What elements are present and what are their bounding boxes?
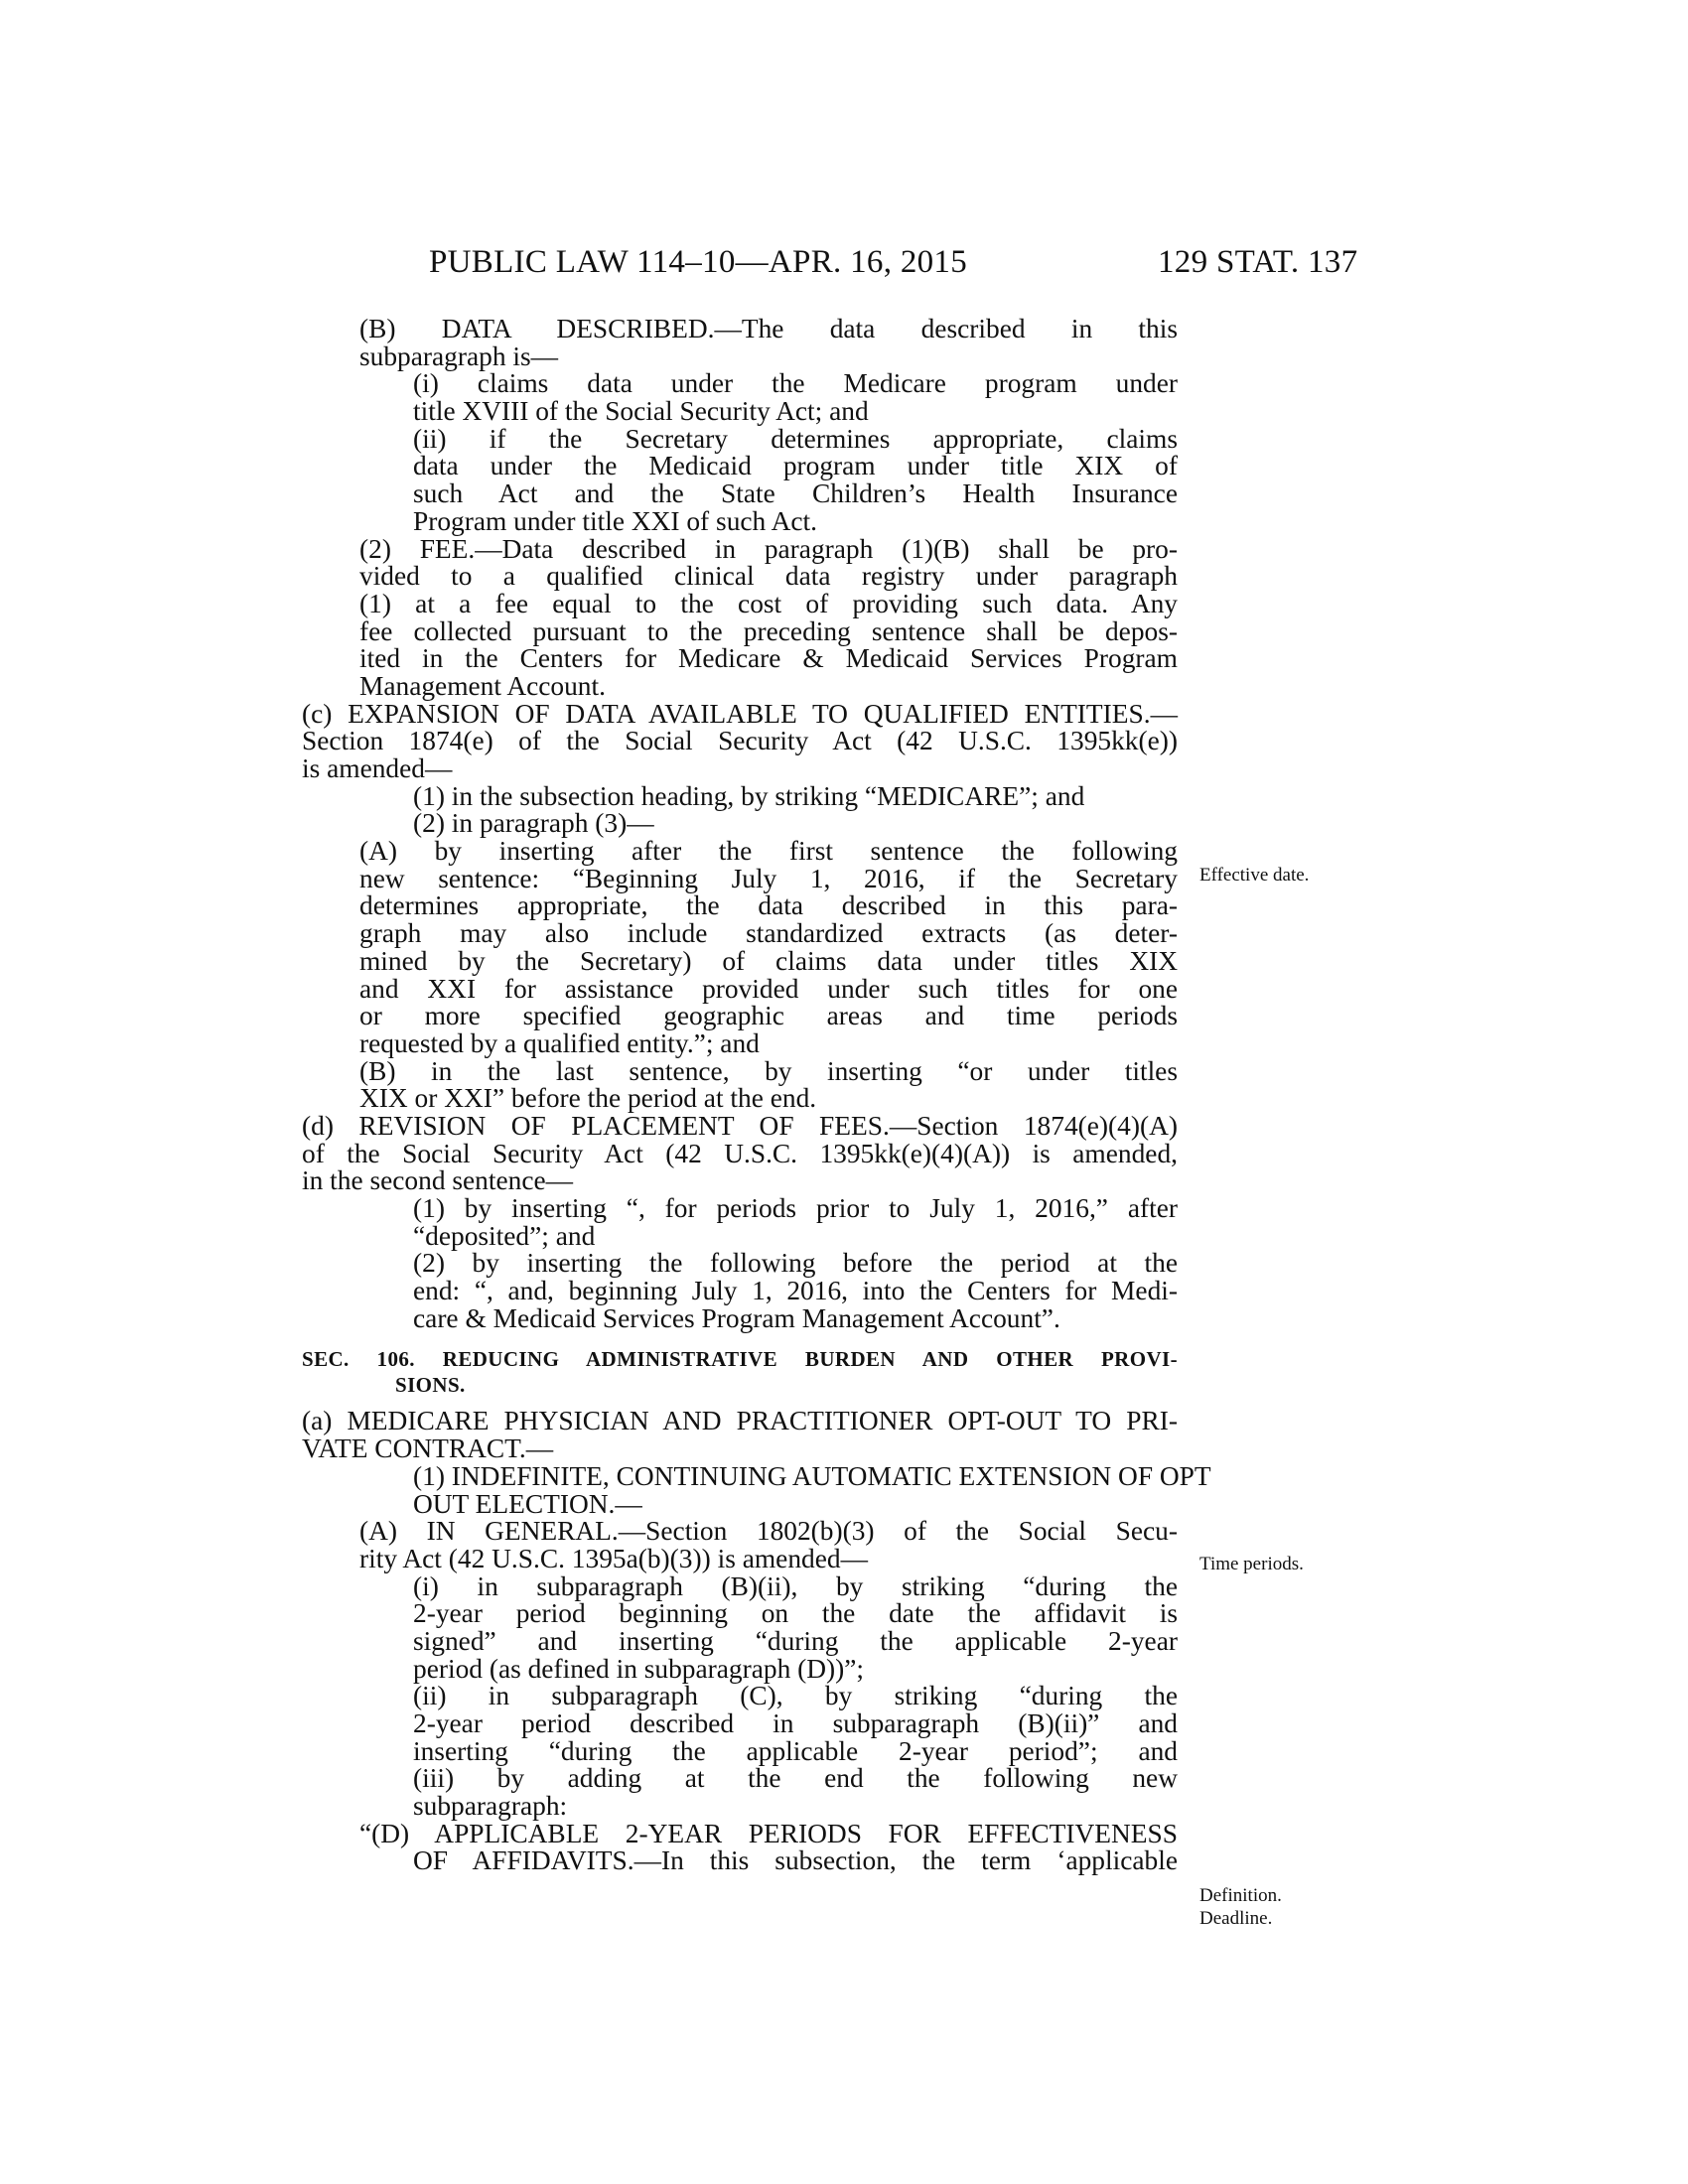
- text-line: OUT ELECTION.—: [413, 1488, 642, 1519]
- text-line: fee collected pursuant to the preceding sentence shall be depos-: [359, 615, 1178, 646]
- text-line: VATE CONTRACT.—: [302, 1433, 554, 1464]
- text-line: (iii) by adding at the end the following new: [413, 1763, 1178, 1794]
- text-line: such Act and the State Children’s Health Insurance: [413, 478, 1178, 509]
- text-line: new sentence: “Beginning July 1, 2016, if the Secretary: [359, 863, 1178, 893]
- text-line: (A) by inserting after the first sentence the following: [359, 836, 1178, 867]
- text-line: (i) claims data under the Medicare program under: [413, 368, 1178, 399]
- text-line: and XXI for assistance provided under such titles for one: [359, 973, 1178, 1004]
- text-line: (ii) in subparagraph (C), by striking “during the: [413, 1681, 1178, 1711]
- section-heading-line-2: SIONS.: [395, 1373, 466, 1398]
- text-line: end: “, and, beginning July 1, 2016, into the Centers for Medi-: [413, 1276, 1178, 1306]
- text-line: (c) EXPANSION OF DATA AVAILABLE TO QUALIFIED ENTITIES.—: [302, 698, 1178, 729]
- text-line: Section 1874(e) of the Social Security Act (42 U.S.C. 1395kk(e)): [302, 726, 1178, 756]
- text-line: ited in the Centers for Medicare & Medicaid Services Program: [359, 643, 1178, 674]
- text-line: (a) MEDICARE PHYSICIAN AND PRACTITIONER OPT-OUT TO PRI-: [302, 1406, 1178, 1436]
- text-line: in the second sentence—: [302, 1165, 574, 1196]
- text-line: requested by a qualified entity.”; and: [359, 1027, 760, 1058]
- text-line: 2-year period beginning on the date the affidavit is: [413, 1598, 1178, 1629]
- text-block-1: [302, 316, 1178, 1332]
- text-line: (A) IN GENERAL.—Section 1802(b)(3) of the Social Secu-: [359, 1516, 1178, 1547]
- text-line: Management Account.: [359, 670, 606, 701]
- text-line: “deposited”; and: [413, 1220, 596, 1251]
- text-line: (ii) if the Secretary determines appropriate, claims: [413, 423, 1178, 454]
- margin-note-time-periods: Time periods.: [1199, 1554, 1304, 1574]
- text-line: (2) in paragraph (3)—: [413, 808, 654, 839]
- text-line: (2) FEE.—Data described in paragraph (1)(B) shall be pro-: [359, 533, 1178, 564]
- statute-text: [302, 314, 1211, 1876]
- text-line: signed” and inserting “during the applicable 2-year: [413, 1625, 1178, 1656]
- text-line: (2) by inserting the following before the period at the: [413, 1248, 1178, 1279]
- text-line: (B) DATA DESCRIBED.—The data described in this: [359, 314, 1178, 343]
- text-line: OF AFFIDAVITS.—In this subsection, the term ‘applicable: [413, 1845, 1178, 1876]
- text-line: graph may also include standardized extracts (as deter-: [359, 918, 1178, 949]
- text-line: subparagraph is—: [359, 341, 559, 371]
- section-heading: [302, 1346, 1178, 1398]
- text-line: “(D) APPLICABLE 2-YEAR PERIODS FOR EFFECTIVENESS: [359, 1818, 1178, 1848]
- text-line: period (as defined in subparagraph (D))”;: [413, 1653, 865, 1684]
- text-line: vided to a qualified clinical data registry under paragraph: [359, 561, 1178, 592]
- text-line: (d) REVISION OF PLACEMENT OF FEES.—Section 1874(e)(4)(A): [302, 1110, 1178, 1141]
- text-line: rity Act (42 U.S.C. 1395a(b)(3)) is amended—: [359, 1543, 868, 1573]
- margin-note-definition: Definition.: [1199, 1885, 1282, 1906]
- page-number: 129 STAT. 137: [1158, 244, 1358, 280]
- text-line: (1) in the subsection heading, by striking “MEDICARE”; and: [413, 780, 1085, 811]
- text-block-2: [302, 1406, 1211, 1876]
- text-line: mined by the Secretary) of claims data under titles XIX: [359, 945, 1178, 976]
- text-line: or more specified geographic areas and time periods: [359, 1001, 1178, 1031]
- margin-note-effective-date: Effective date.: [1199, 865, 1310, 886]
- text-line: is amended—: [302, 753, 453, 783]
- text-line: 2-year period described in subparagraph (B)(ii)” and: [413, 1708, 1178, 1738]
- text-line: subparagraph:: [413, 1791, 568, 1822]
- text-line: data under the Medicaid program under title XIX of: [413, 451, 1178, 481]
- page-header: [0, 244, 1688, 284]
- text-line: XIX or XXI” before the period at the end.: [359, 1083, 817, 1114]
- text-line: (i) in subparagraph (B)(ii), by striking “during the: [413, 1570, 1178, 1601]
- text-line: (1) INDEFINITE, CONTINUING AUTOMATIC EXTENSION OF OPT: [413, 1460, 1211, 1491]
- text-line: (1) by inserting “, for periods prior to July 1, 2016,” after: [413, 1193, 1178, 1223]
- margin-note-deadline: Deadline.: [1199, 1908, 1273, 1929]
- text-line: of the Social Security Act (42 U.S.C. 1395kk(e)(4)(A)) is amended,: [302, 1138, 1178, 1168]
- text-line: (1) at a fee equal to the cost of providing such data. Any: [359, 588, 1178, 618]
- text-line: care & Medicaid Services Program Management Account”.: [413, 1302, 1060, 1333]
- text-line: determines appropriate, the data described in this para-: [359, 890, 1178, 921]
- text-line: title XVIII of the Social Security Act; and: [413, 396, 869, 427]
- running-title: PUBLIC LAW 114–10—APR. 16, 2015: [429, 244, 968, 280]
- text-line: inserting “during the applicable 2-year period”; and: [413, 1735, 1178, 1766]
- text-line: (B) in the last sentence, by inserting “or under titles: [359, 1055, 1178, 1086]
- text-line: Program under title XXI of such Act.: [413, 505, 817, 536]
- section-heading-line-1: SEC. 106. REDUCING ADMINISTRATIVE BURDEN AND OTHER PROVI-: [302, 1347, 1178, 1372]
